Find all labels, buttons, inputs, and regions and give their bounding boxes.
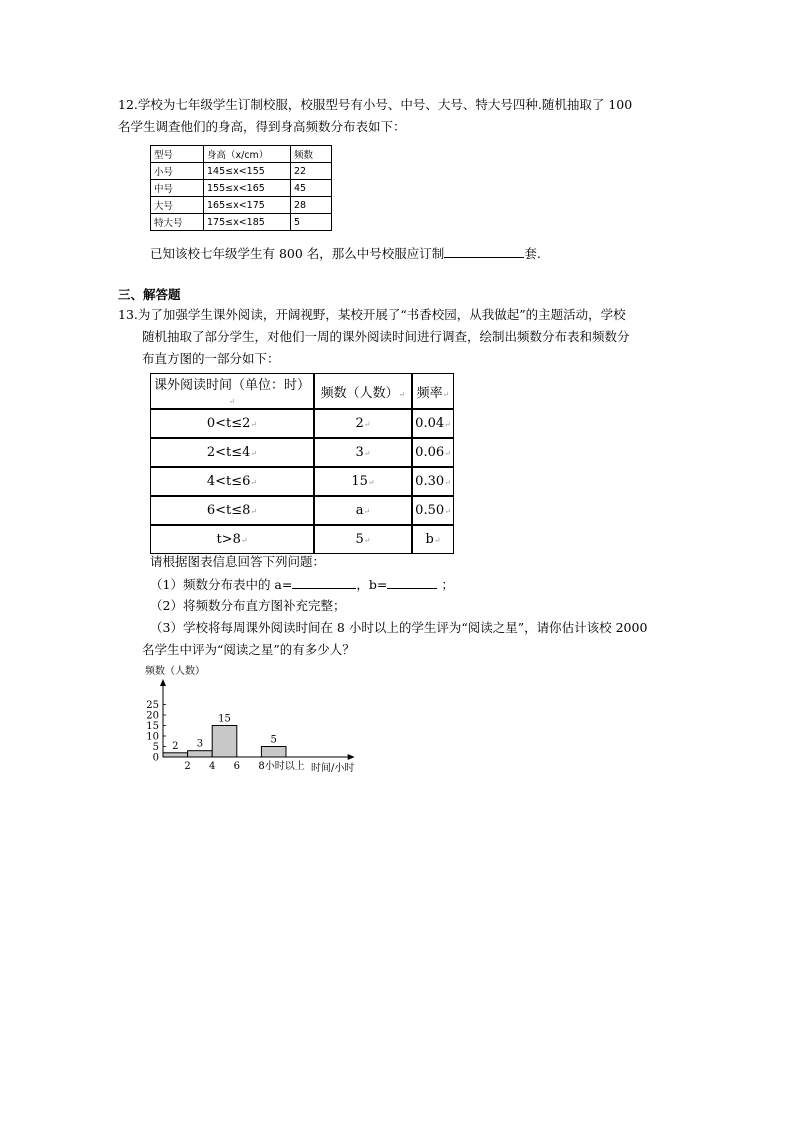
x-tick-label: 8小时以上 — [258, 761, 305, 772]
bar-value-label: 3 — [196, 738, 204, 750]
table-cell: t>8↵ — [150, 525, 314, 554]
table-cell: 22 — [291, 163, 332, 180]
table-row — [150, 409, 454, 438]
table-cell: 0.06↵ — [412, 438, 454, 467]
q12-line2: 名学生调查他们的身高，得到身高频数分布表如下： — [118, 119, 406, 134]
x-axis-label: 时间/小时 — [311, 763, 355, 774]
table-cell: 165≤x<175 — [204, 197, 291, 214]
table-cell: 0.30↵ — [412, 467, 454, 496]
table-cell: 5 — [291, 214, 332, 231]
table-cell: 0.50↵ — [412, 496, 454, 525]
frequency-histogram — [145, 660, 375, 775]
q13-prompt: 请根据图表信息回答下列问题： — [150, 554, 326, 569]
header-cell: 课外阅读时间（单位：时）↵ — [150, 373, 314, 409]
q13-sub3-line1: （3）学校将每周课外阅读时间在 8 小时以上的学生评为“阅读之星”，请你估计该校 2000 — [150, 620, 648, 635]
table-row — [150, 467, 454, 496]
bar-value-label: 5 — [270, 734, 277, 746]
table-cell: 155≤x<165 — [204, 180, 291, 197]
table-cell: 28 — [291, 197, 332, 214]
table-cell: 大号 — [151, 197, 204, 214]
table-header-row — [151, 146, 332, 163]
sub1-end: ； — [441, 577, 454, 592]
table-row — [150, 496, 454, 525]
table-header-row — [150, 373, 454, 409]
table-cell: 5↵ — [314, 525, 412, 554]
table-cell: 特大号 — [151, 214, 204, 231]
table-cell: 175≤x<185 — [204, 214, 291, 231]
header-cell: 频数 — [291, 146, 332, 163]
q12-ask — [150, 245, 541, 262]
table-cell: 45 — [291, 180, 332, 197]
y-tick-label: 10 — [146, 731, 159, 743]
y-tick-label: 25 — [146, 700, 159, 711]
table-row — [151, 214, 332, 231]
x-axis-arrow — [348, 754, 355, 760]
y-tick-label: 0 — [152, 752, 159, 764]
table-cell: 0.04↵ — [412, 409, 454, 438]
table-cell: 2↵ — [314, 409, 412, 438]
table-row — [150, 438, 454, 467]
q13-line3: 布直方图的一部分如下： — [142, 351, 280, 366]
table-cell: 中号 — [151, 180, 204, 197]
q12-line1: 12.学校为七年级学生订制校服，校服型号有小号、中号、大号、特大号四种.随机抽取了 100 — [118, 97, 633, 112]
histogram-bar — [188, 751, 213, 757]
header-cell: 频数（人数）↵ — [314, 373, 412, 409]
section-title: 三、解答题 — [118, 287, 181, 302]
table-cell: 145≤x<155 — [204, 163, 291, 180]
x-tick-label: 6 — [233, 761, 240, 772]
y-tick-label: 20 — [146, 710, 159, 722]
y-axis-label: 频数（人数） — [145, 666, 205, 677]
q12-ask-text: 已知该校七年级学生有 800 名，那么中号校服应订制 — [150, 246, 445, 261]
table-cell: 15↵ — [314, 467, 412, 496]
q12-ask-end: 套. — [524, 246, 541, 261]
y-axis-arrow — [160, 679, 166, 686]
histogram-bar — [163, 753, 188, 757]
table-cell: 6<t≤8↵ — [150, 496, 314, 525]
table-cell: b↵ — [412, 525, 454, 554]
table-row — [151, 197, 332, 214]
table-cell: 小号 — [151, 163, 204, 180]
bar-value-label: 15 — [218, 713, 231, 725]
answer-blank-b[interactable] — [387, 576, 437, 589]
table-cell: 4<t≤6↵ — [150, 467, 314, 496]
sub1-a-text: （1）频数分布表中的 a= — [150, 577, 293, 592]
y-tick-label: 5 — [152, 742, 159, 753]
table-row — [151, 163, 332, 180]
table-cell: a↵ — [314, 496, 412, 525]
height-frequency-table — [150, 145, 332, 231]
table-cell: 0<t≤2↵ — [150, 409, 314, 438]
q13-sub2: （2）将频数分布直方图补充完整； — [150, 598, 346, 613]
answer-blank-a[interactable] — [292, 576, 356, 589]
q13-line1: 13.为了加强学生课外阅读，开阔视野，某校开展了“书香校园，从我做起”的主题活动，学校 — [118, 307, 626, 322]
table-cell: 2<t≤4↵ — [150, 438, 314, 467]
header-cell: 频率↵ — [412, 373, 454, 409]
bar-value-label: 2 — [172, 740, 179, 752]
table-cell: 3↵ — [314, 438, 412, 467]
q13-sub1 — [150, 576, 454, 593]
reading-time-table — [150, 373, 454, 554]
y-tick-label: 15 — [146, 721, 159, 732]
header-cell: 身高（x/cm） — [204, 146, 291, 163]
answer-blank[interactable] — [444, 245, 524, 258]
table-row — [150, 525, 454, 554]
histogram-bar — [212, 726, 237, 758]
table-row — [151, 180, 332, 197]
histogram-bar — [261, 747, 286, 758]
q13-line2: 随机抽取了部分学生，对他们一周的课外阅读时间进行调查，绘制出频数分布表和频数分 — [142, 329, 630, 344]
header-cell: 型号 — [151, 146, 204, 163]
q13-sub3-line2: 名学生中评为“阅读之星”的有多少人？ — [142, 642, 355, 657]
sub1-b-text: ，b= — [356, 577, 388, 592]
x-tick-label: 4 — [209, 761, 216, 772]
x-tick-label: 2 — [184, 761, 191, 772]
